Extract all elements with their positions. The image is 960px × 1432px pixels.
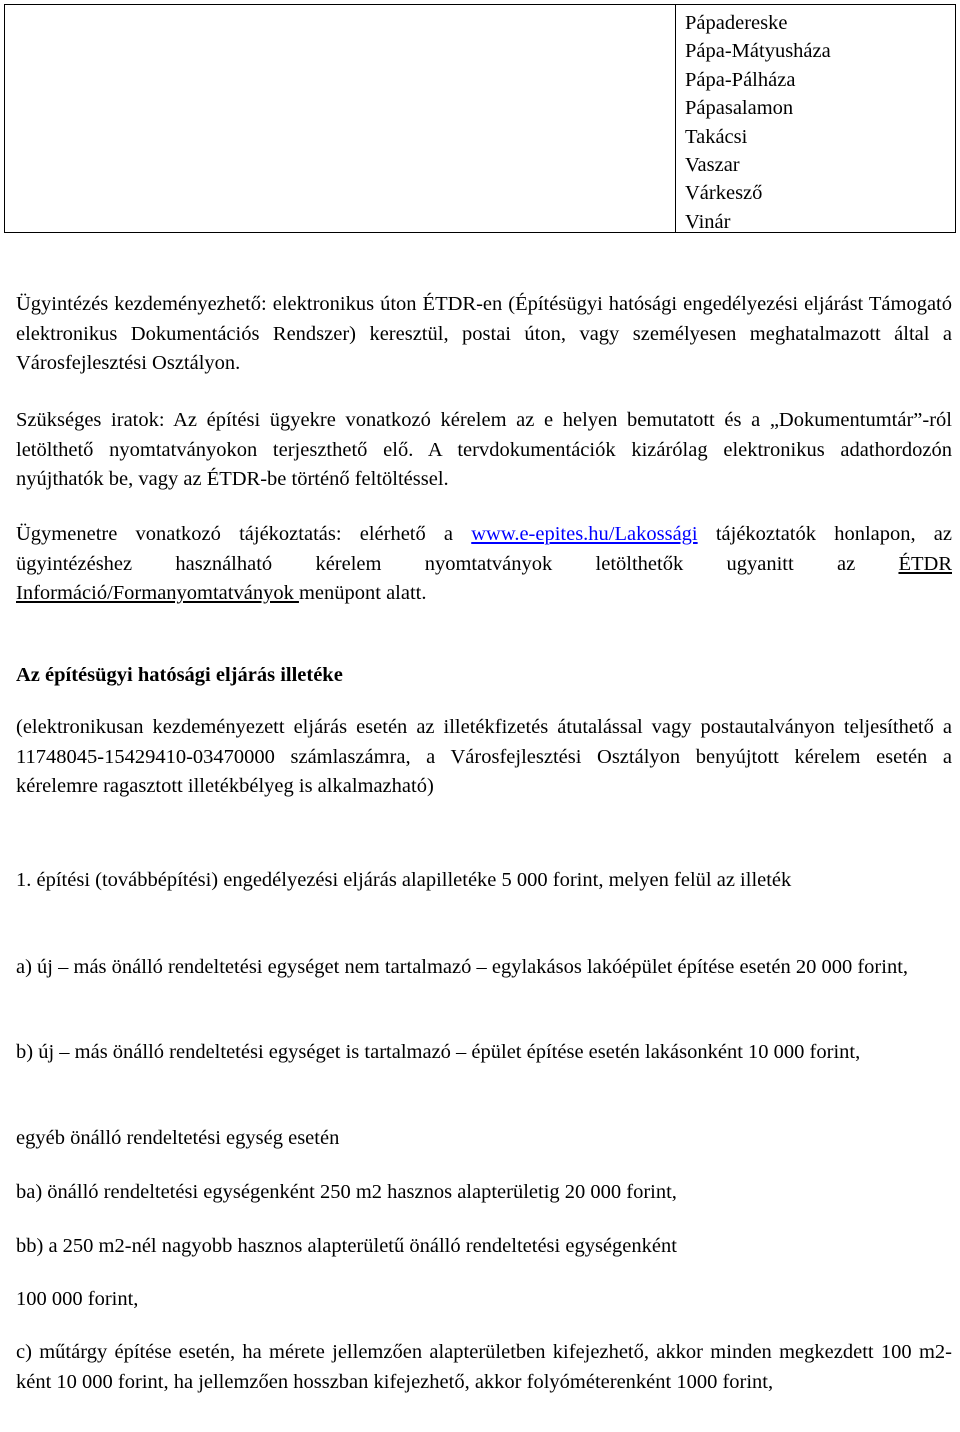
procedure-info-text-3: menüpont alatt. bbox=[298, 582, 427, 604]
settlement-table bbox=[4, 4, 956, 233]
settlement-item: Pápa-Mátyusháza bbox=[685, 40, 831, 63]
base-fee-paragraph: 1. építési (továbbépítési) engedélyezési eljárás alapilletéke 5 000 forint, melyen felül az illeték bbox=[16, 869, 792, 891]
procedure-info-text-2: tájékoztatók honlapon, az ügyintézéshez használható kérelem nyomtatványok letölthetők ugyanitt az bbox=[16, 523, 953, 575]
settlement-item: Pápa-Pálháza bbox=[685, 68, 796, 91]
settlement-item: Várkesző bbox=[685, 182, 763, 205]
required-documents-text: Szükséges iratok: Az építési ügyekre vonatkozó kérelem az e helyen bemutatott és a „Dokumentumtár”-ról letölthető nyomtatványokon terjeszthető elő. bbox=[16, 409, 952, 461]
fee-item-ba: ba) önálló rendeltetési egységenként 250 m2 hasznos alapterületig 20 000 forint, bbox=[16, 1181, 677, 1203]
fee-item-a: a) új – más önálló rendeltetési egységet nem tartalmazó – egylakásos lakóépület építése esetén 20 000 forint, bbox=[16, 956, 909, 978]
fee-item-bb: bb) a 250 m2-nél nagyobb hasznos alapterületű önálló rendeltetési egységenként bbox=[16, 1235, 677, 1257]
table-cell-empty bbox=[5, 5, 676, 232]
plan-documents-text: A tervdokumentációk kizárólag elektronikus adathordozón nyújthatók be, vagy az ÉTDR-be történő feltöltéssel. bbox=[16, 438, 952, 490]
fee-item-other-units: egyéb önálló rendeltetési egység esetén bbox=[16, 1127, 340, 1149]
settlement-item: Pápasalamon bbox=[685, 97, 794, 120]
settlement-item: Vaszar bbox=[685, 154, 740, 177]
submission-paragraph: Ügyintézés kezdeményezhető: elektronikus úton ÉTDR-en (Építésügyi hatósági engedélyezési eljárást Támogató elektronikus Dokumentációs Rendszer) keresztül, postai úton, vagy személyesen meghatalmazott által a Városfejlesztési Osztályon. bbox=[16, 293, 952, 374]
fee-heading: Az építésügyi hatósági eljárás illetéke bbox=[16, 664, 343, 686]
procedure-info-paragraph bbox=[16, 520, 952, 609]
fee-item-b: b) új – más önálló rendeltetési egységet is tartalmazó – épület építése esetén lakásonként 10 000 forint, bbox=[16, 1041, 861, 1063]
settlement-item: Pápadereske bbox=[685, 12, 788, 34]
required-documents-paragraph bbox=[16, 406, 952, 495]
e-epites-link[interactable]: www.e-epites.hu/Lakossági bbox=[471, 523, 698, 545]
fee-item-bb-amount: 100 000 forint, bbox=[16, 1288, 139, 1310]
settlement-item: Takácsi bbox=[685, 125, 748, 148]
fee-payment-paragraph: (elektronikusan kezdeményezett eljárás esetén az illetékfizetés átutalással vagy postautalványon teljesíthető a 11748045-15429410-03470000 számlaszámra, a Városfejlesztési Osztályon benyújtott kérelem esetén a kérelemre ragasztott illetékbélyeg is alkalmazható) bbox=[16, 716, 952, 797]
settlement-list bbox=[676, 5, 955, 232]
settlement-item: Vinár bbox=[685, 210, 731, 233]
procedure-info-text: Ügymenetre vonatkozó tájékoztatás: elérhető a bbox=[16, 523, 472, 545]
fee-item-c: c) műtárgy építése esetén, ha mérete jellemzően alapterületben kifejezhető, akkor minden megkezdett 100 m2-ként 10 000 forint, ha jellemzően hosszban kifejezhető, akkor folyóméterenként 1000 forint, bbox=[16, 1341, 952, 1393]
etdr-forms-link[interactable]: ÉTDR Információ/Formanyomtatványok bbox=[16, 552, 952, 604]
